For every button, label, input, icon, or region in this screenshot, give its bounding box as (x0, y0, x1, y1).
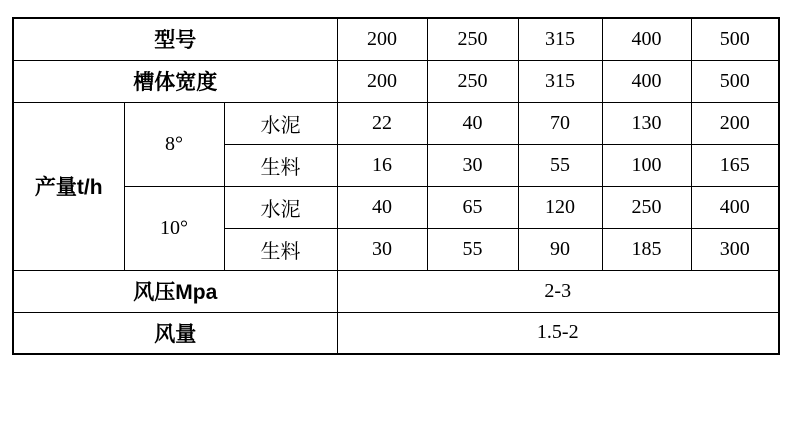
capacity-value-cell: 250 (602, 186, 691, 228)
capacity-value-cell: 40 (427, 102, 518, 144)
capacity-value-cell: 16 (337, 144, 427, 186)
table-row-model (13, 18, 779, 60)
trough-width-value-cell: 500 (691, 60, 779, 102)
spec-table (12, 17, 780, 355)
capacity-value-cell: 55 (518, 144, 602, 186)
capacity-value-cell: 185 (602, 228, 691, 270)
capacity-value-cell: 40 (337, 186, 427, 228)
trough-width-value-cell: 200 (337, 60, 427, 102)
capacity-value-cell: 30 (337, 228, 427, 270)
trough-width-value-cell: 250 (427, 60, 518, 102)
angle-10-label: 10° (124, 186, 224, 270)
air-pressure-value-cell: 2-3 (337, 270, 779, 312)
capacity-value-cell: 30 (427, 144, 518, 186)
model-value-cell: 250 (427, 18, 518, 60)
capacity-value-cell: 165 (691, 144, 779, 186)
material-raw-label: 生料 (224, 228, 337, 270)
trough-width-row-label: 槽体宽度 (13, 60, 337, 102)
capacity-value-cell: 65 (427, 186, 518, 228)
capacity-value-cell: 300 (691, 228, 779, 270)
capacity-label: 产量t/h (13, 102, 124, 270)
table-row-air-pressure (13, 270, 779, 312)
capacity-value-cell: 90 (518, 228, 602, 270)
model-value-cell: 500 (691, 18, 779, 60)
capacity-value-cell: 120 (518, 186, 602, 228)
table-row-capacity-8-cement (13, 102, 779, 144)
table-row-capacity-10-cement (13, 186, 779, 228)
trough-width-value-cell: 400 (602, 60, 691, 102)
capacity-value-cell: 100 (602, 144, 691, 186)
capacity-value-cell: 400 (691, 186, 779, 228)
model-value-cell: 200 (337, 18, 427, 60)
capacity-value-cell: 22 (337, 102, 427, 144)
trough-width-value-cell: 315 (518, 60, 602, 102)
model-value-cell: 315 (518, 18, 602, 60)
table-row-air-volume (13, 312, 779, 354)
capacity-value-cell: 200 (691, 102, 779, 144)
model-row-label: 型号 (13, 18, 337, 60)
capacity-value-cell: 55 (427, 228, 518, 270)
material-cement-label: 水泥 (224, 102, 337, 144)
air-pressure-row-label: 风压Mpa (13, 270, 337, 312)
material-raw-label: 生料 (224, 144, 337, 186)
air-volume-value-cell: 1.5-2 (337, 312, 779, 354)
air-volume-row-label: 风量 (13, 312, 337, 354)
model-value-cell: 400 (602, 18, 691, 60)
material-cement-label: 水泥 (224, 186, 337, 228)
angle-8-label: 8° (124, 102, 224, 186)
capacity-value-cell: 70 (518, 102, 602, 144)
capacity-value-cell: 130 (602, 102, 691, 144)
table-row-trough-width (13, 60, 779, 102)
